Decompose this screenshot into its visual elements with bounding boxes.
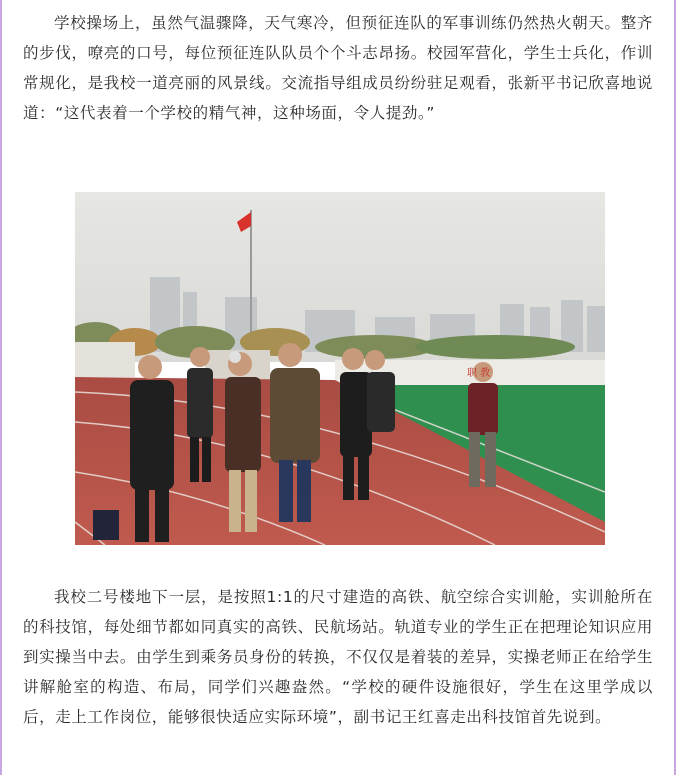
article-paragraph-2: 我校二号楼地下一层，是按照1:1的尺寸建造的高铁、航空综合实训舱，实训舱所在的科技馆，每处细节都如同真实的高铁、民航场站。轨道专业的学生正在把理论知识应用到实操当中去。由学生到乘务员身份的转换，不仅仅是着装的差异，实操老师正在给学生讲解舱室的构造、布局，同学们兴趣盎然。“学校的硬件设施很好，学生在这里学成以后，走上工作岗位，能够很快适应实际环境”，副书记王红喜走出科技馆首先说到。 (23, 588, 653, 726)
article-photo (75, 192, 605, 545)
article-paragraph-1: 学校操场上，虽然气温骤降，天气寒冷，但预征连队的军事训练仍然热火朝天。整齐的步伐，嘹亮的口号，每位预征连队队员个个斗志昂扬。校园军营化，学生士兵化，作训常规化，是我校一道亮丽的风景线。交流指导组成员纷纷驻足观看，张新平书记欣喜地说道：“这代表着一个学校的精气神，这种场面，令人提劲。” (23, 14, 653, 122)
wall-sign: 职 教 (467, 368, 491, 379)
